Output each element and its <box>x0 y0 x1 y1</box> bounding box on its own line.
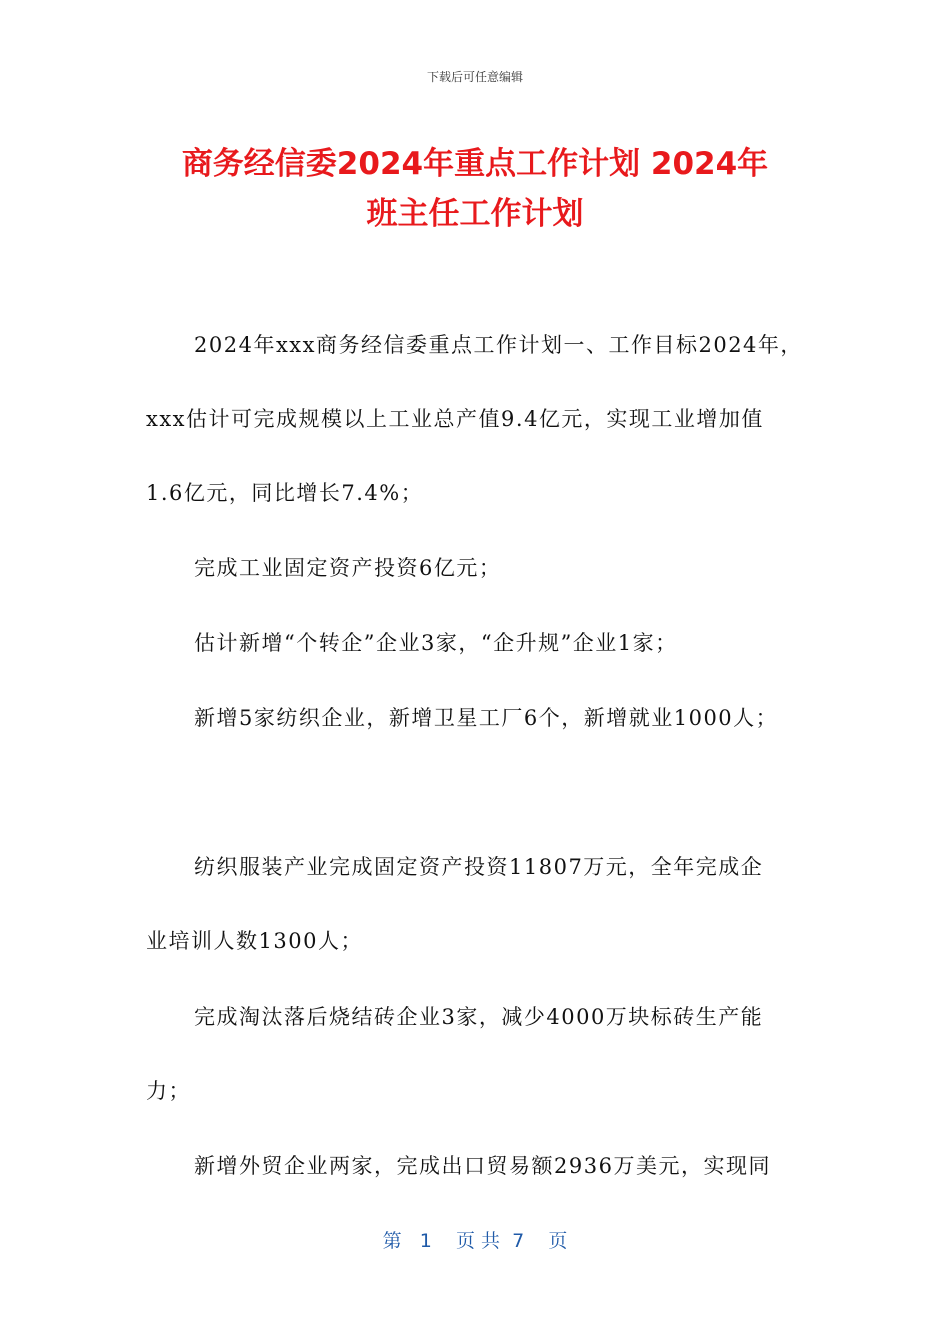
body-line: 新增5家纺织企业，新增卫星工厂6个，新增就业1000人； <box>194 706 779 730</box>
body-line: 1.6亿元，同比增长7.4%； <box>146 481 424 505</box>
document-title-line-1: 商务经信委2024年重点工作计划 2024年 <box>181 146 769 182</box>
document-title-line-2: 班主任工作计划 <box>366 196 584 232</box>
body-line: 力； <box>146 1079 191 1103</box>
body-line: 估计新增“个转企”企业3家，“企升规”企业1家； <box>194 631 678 655</box>
body-line: 2024年xxx商务经信委重点工作计划一、工作目标2024年， <box>194 333 803 357</box>
body-line: xxx估计可完成规模以上工业总产值9.4亿元，实现工业增加值 <box>146 407 764 431</box>
body-line: 新增外贸企业两家，完成出口贸易额2936万美元，实现同 <box>194 1154 771 1178</box>
header-note: 下载后可任意编辑 <box>426 70 523 84</box>
body-line: 完成工业固定资产投资6亿元； <box>194 556 502 580</box>
body-line: 完成淘汰落后烧结砖企业3家，减少4000万块标砖生产能 <box>194 1005 764 1029</box>
body-line: 业培训人数1300人； <box>146 929 363 953</box>
body-line: 纺织服装产业完成固定资产投资11807万元，全年完成企 <box>194 855 764 879</box>
page-number-footer: 第 1 页 共 7 页 <box>382 1230 568 1252</box>
